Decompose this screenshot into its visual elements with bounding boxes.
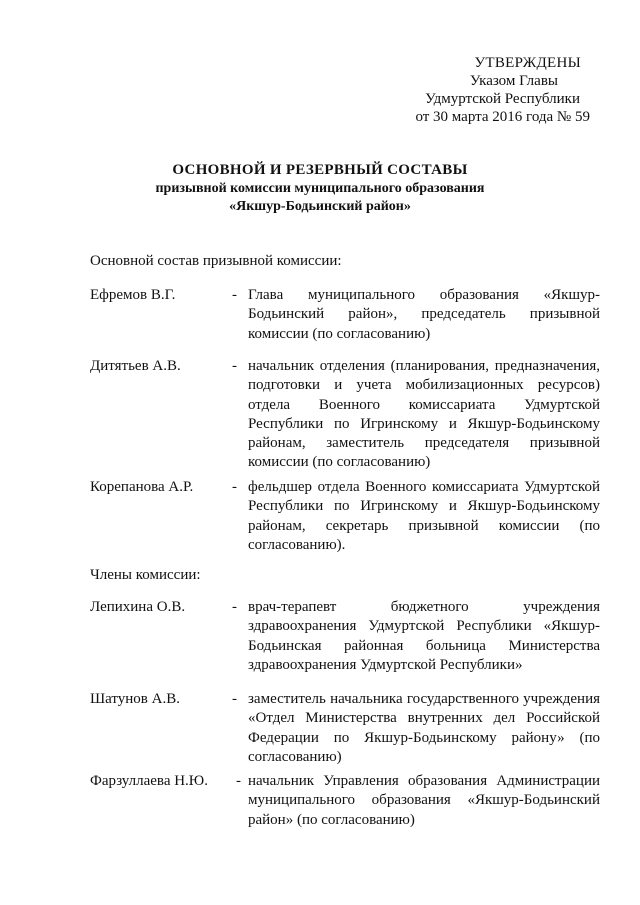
member-name: Шатунов А.В. — [90, 691, 180, 707]
document-title: ОСНОВНОЙ И РЕЗЕРВНЫЙ СОСТАВЫ — [172, 162, 468, 178]
member-name: Фарзуллаева Н.Ю. — [90, 773, 208, 789]
member-entry — [90, 598, 610, 675]
member-role: начальник Управления образования Администрации муниципального образования «Якшур-Бодьинский район» (по согласованию) — [248, 773, 600, 828]
member-dash: - — [232, 599, 237, 615]
approval-title: УТВЕРЖДЕНЫ — [474, 55, 581, 71]
member-entry — [90, 478, 610, 555]
document-subtitle: призывной комиссии муниципального образования — [155, 181, 485, 196]
member-name: Ефремов В.Г. — [90, 287, 176, 303]
member-dash: - — [232, 479, 237, 495]
approval-stamp — [380, 54, 590, 126]
member-role: врач-терапевт бюджетного учреждения здравоохранения Удмуртской Республики «Якшур-Бодьинская районная больница Министерства здравоохранения Удмуртской Республики» — [248, 599, 600, 673]
member-role: заместитель начальника государственного учреждения «Отдел Министерства внутренних дел Российской Федерации по Якшур-Бодьинскому району» (по согласованию) — [248, 691, 600, 765]
member-name: Лепихина О.В. — [90, 599, 186, 615]
main-section-label: Основной состав призывной комиссии: — [90, 253, 342, 269]
member-name: Дитятьев А.В. — [90, 358, 181, 374]
member-role: фельдшер отдела Военного комиссариата Удмуртской Республики по Игринскому и Якшур-Бодьинскому районам, секретарь призывной комиссии (по согласованию). — [248, 479, 600, 553]
approval-republic: Удмуртской Республики — [425, 91, 580, 107]
member-name: Корепанова А.Р. — [90, 479, 194, 495]
approval-date: от 30 марта 2016 года № 59 — [415, 109, 590, 125]
document-subtitle-district: «Якшур-Бодьинский район» — [229, 199, 411, 214]
approval-decree: Указом Главы — [469, 73, 558, 89]
member-entry — [90, 690, 610, 767]
member-dash: - — [236, 773, 241, 789]
member-role: Глава муниципального образования «Якшур-Бодьинский район», председатель призывной комиссии (по согласованию) — [248, 287, 600, 342]
members-section-label: Члены комиссии: — [90, 567, 201, 583]
member-dash: - — [232, 287, 237, 303]
member-role: начальник отделения (планирования, предназначения, подготовки и учета мобилизационных ресурсов) отдела Военного комиссариата Удмуртской Республики по Игринскому и Якшур-Бодьинскому районам, заместитель председателя призывной комиссии (по согласованию) — [248, 358, 600, 471]
member-entry — [90, 286, 610, 344]
member-dash: - — [232, 358, 237, 374]
member-entry — [90, 357, 610, 473]
member-entry — [90, 772, 610, 830]
member-dash: - — [232, 691, 237, 707]
